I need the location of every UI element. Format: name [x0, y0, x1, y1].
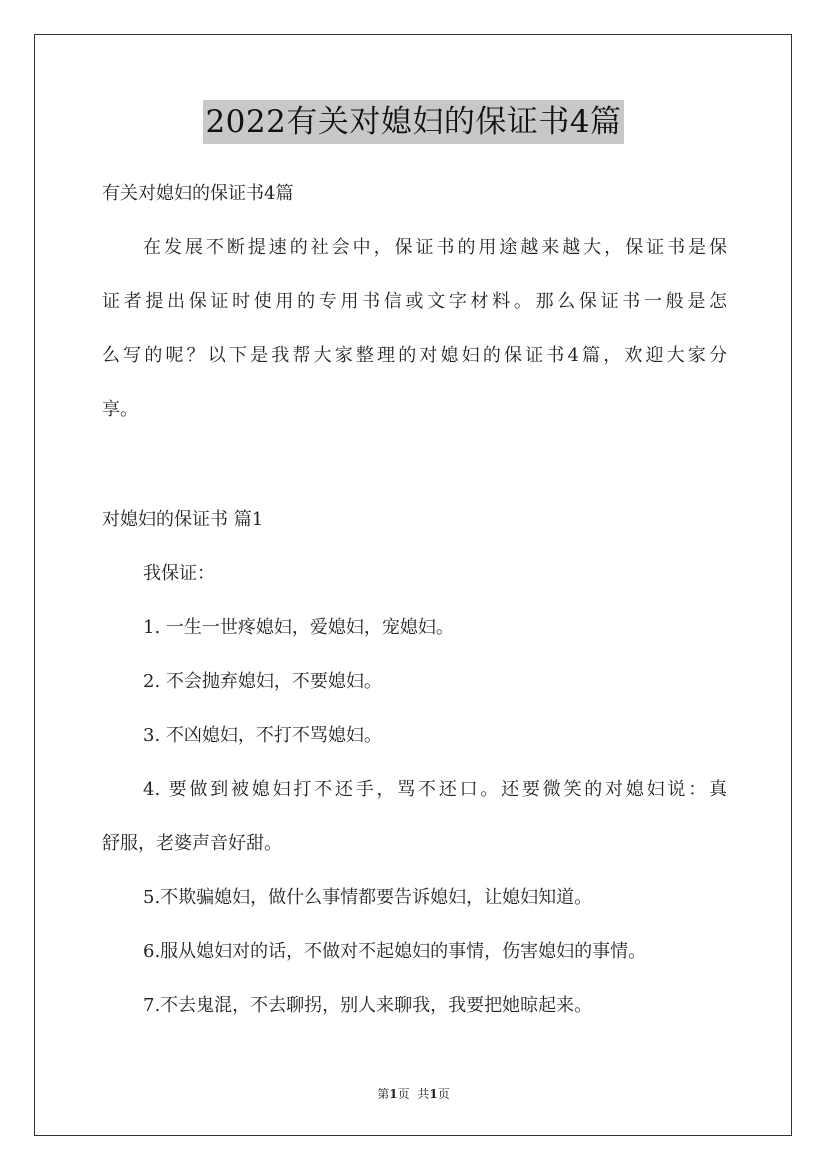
section-heading: 对媳妇的保证书 篇1 — [102, 509, 264, 530]
list-item: 1. 一生一世疼媳妇，爱媳妇，宠媳妇。 — [143, 617, 454, 638]
intro-line-3: 么写的呢？以下是我帮大家整理的对媳妇的保证书4篇，欢迎大家分 — [102, 345, 727, 366]
total-suffix: 页 — [437, 1087, 450, 1101]
page-prefix: 第 — [377, 1087, 390, 1101]
list-item: 7.不去鬼混，不去聊拐，别人来聊我，我要把她晾起来。 — [143, 995, 593, 1016]
list-item: 5.不欺骗媳妇，做什么事情都要告诉媳妇，让媳妇知道。 — [143, 887, 593, 908]
intro-line-4: 享。 — [102, 399, 138, 420]
page-number: 1 — [389, 1087, 398, 1101]
intro-line-2: 证者提出保证时使用的专用书信或文字材料。那么保证书一般是怎 — [102, 291, 727, 312]
title-container — [0, 100, 827, 144]
list-item-continuation: 舒服，老婆声音好甜。 — [102, 833, 282, 854]
list-item: 6.服从媳妇对的话，不做对不起媳妇的事情，伤害媳妇的事情。 — [143, 941, 647, 962]
total-prefix: 共 — [417, 1087, 430, 1101]
total-pages: 1 — [429, 1087, 438, 1101]
list-item: 4. 要做到被媳妇打不还手，骂不还口。还要微笑的对媳妇说：真 — [143, 779, 727, 800]
document-subtitle: 有关对媳妇的保证书4篇 — [102, 183, 294, 204]
intro-line-1: 在发展不断提速的社会中，保证书的用途越来越大，保证书是保 — [143, 237, 727, 258]
document-title: 2022有关对媳妇的保证书4篇 — [203, 100, 623, 144]
list-item: 2. 不会抛弃媳妇，不要媳妇。 — [143, 671, 382, 692]
section-lead: 我保证： — [143, 563, 215, 584]
page-footer — [0, 1085, 827, 1102]
page-suffix: 页 — [397, 1087, 410, 1101]
list-item: 3. 不凶媳妇，不打不骂媳妇。 — [143, 725, 382, 746]
